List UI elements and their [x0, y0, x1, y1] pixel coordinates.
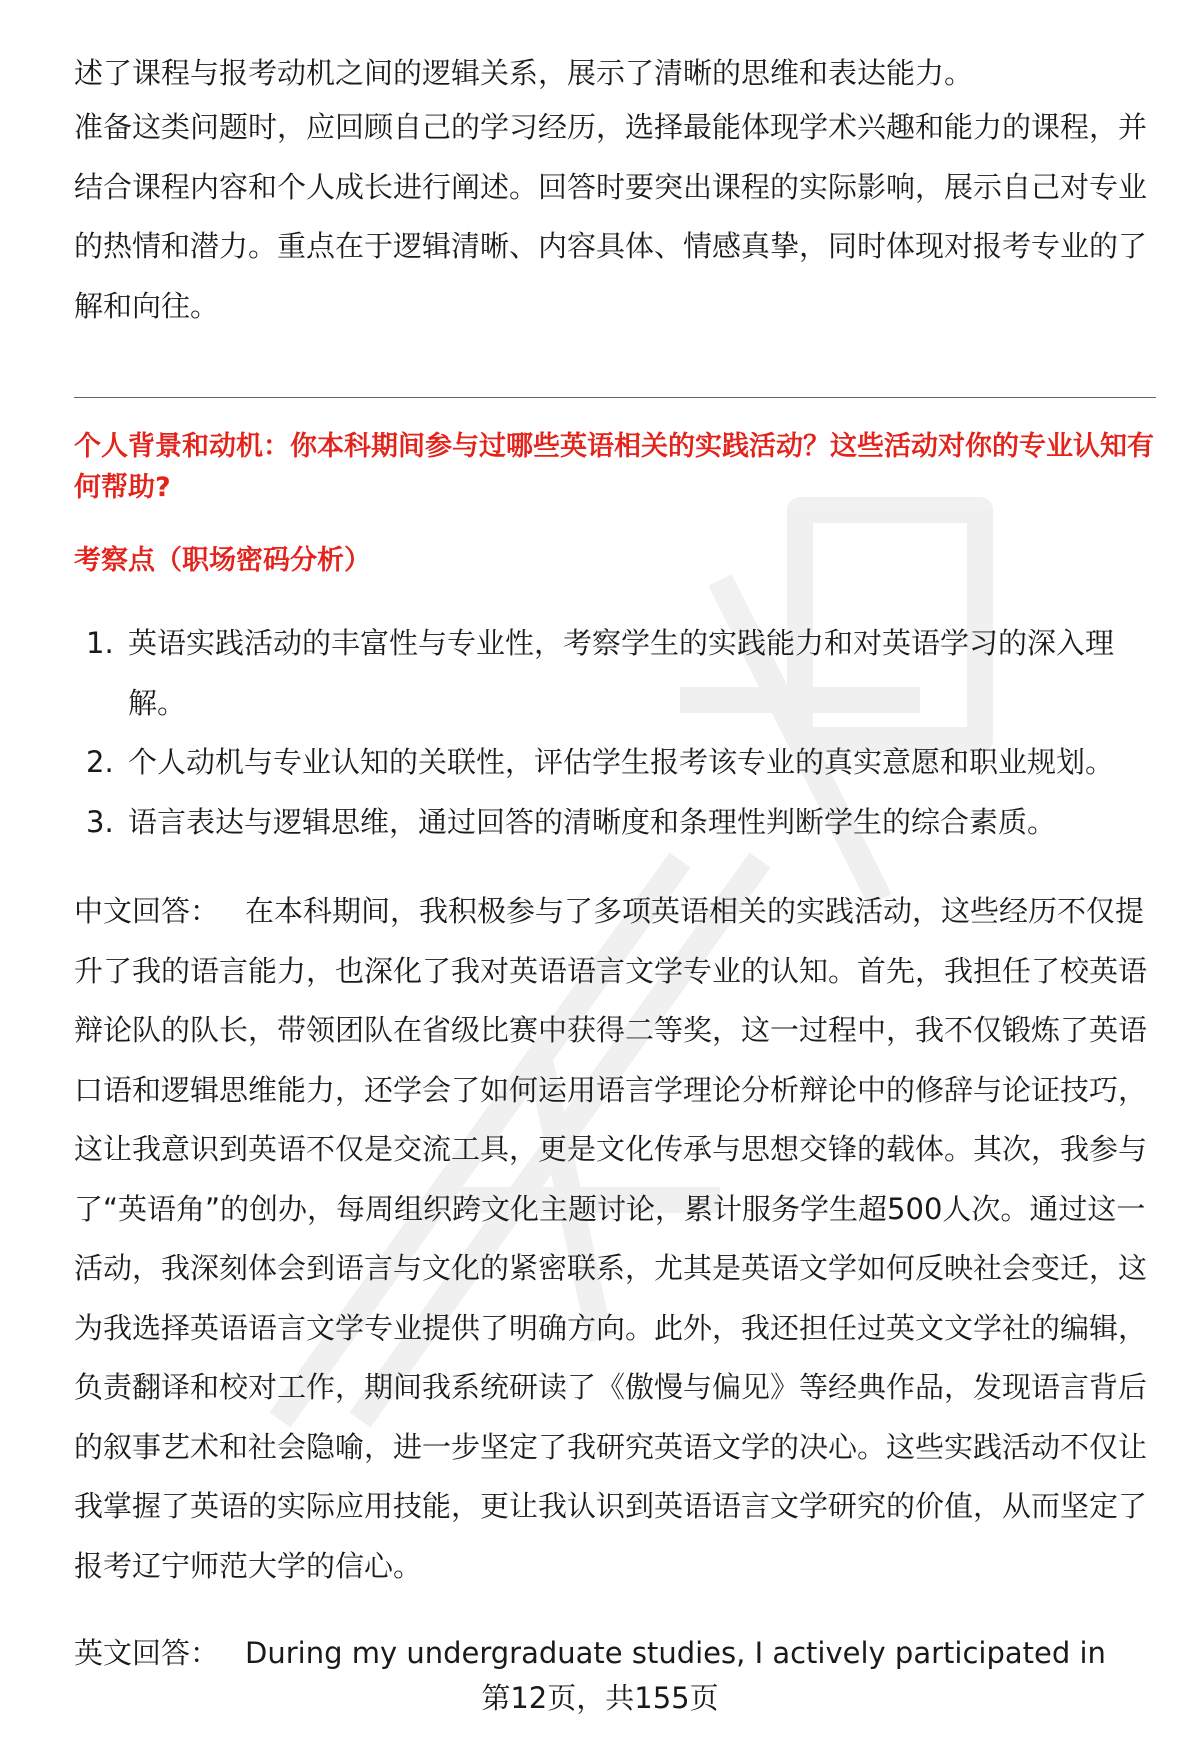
- chinese-answer: [74, 882, 1154, 1596]
- list-item: [74, 614, 1154, 733]
- english-answer-label: 英文回答：: [74, 1636, 220, 1670]
- intro-line: 述了课程与报考动机之间的逻辑关系，展示了清晰的思维和表达能力。: [74, 56, 974, 90]
- list-item-text: 英语实践活动的丰富性与专业性，考察学生的实践能力和对英语学习的深入理解。: [128, 626, 1115, 720]
- intro-paragraph: 准备这类问题时，应回顾自己的学习经历，选择最能体现学术兴趣和能力的课程，并结合课程内容和个人成长进行阐述。回答时要突出课程的实际影响，展示自己对专业的热情和潜力。重点在于逻辑清晰、内容具体、情感真挚，同时体现对报考专业的了解和向往。: [74, 110, 1148, 323]
- list-item-text: 个人动机与专业认知的关联性，评估学生报考该专业的真实意愿和职业规划。: [128, 745, 1115, 779]
- list-item-text: 语言表达与逻辑思维，通过回答的清晰度和条理性判断学生的综合素质。: [128, 804, 1057, 839]
- english-answer: [74, 1624, 1154, 1684]
- list-item: [74, 733, 1154, 793]
- analysis-title: 考察点（职场密码分析）: [74, 545, 371, 576]
- question-heading: 个人背景和动机：你本科期间参与过哪些英语相关的实践活动？这些活动对你的专业认知有何帮助?: [74, 431, 1154, 503]
- chinese-answer-text: 在本科期间，我积极参与了多项英语相关的实践活动，这些经历不仅提升了我的语言能力，也深化了我对英语语言文学专业的认知。首先，我担任了校英语辩论队的队长，带领团队在省级比赛中获得二等奖，这一过程中，我不仅锻炼了英语口语和逻辑思维能力，还学会了如何运用语言学理论分析辩论中的修辞与论证技巧，这让我意识到英语不仅是交流工具，更是文化传承与思想交锋的载体。其次，我参与了“英语角”的创办，每周组织跨文化主题讨论，累计服务学生超500人次。通过这一活动，我深刻体会到语言与文化的紧密联系，尤其是英语文学如何反映社会变迁，这为我选择英语语言文学专业提供了明确方向。此外，我还担任过英文文学社的编辑，负责翻译和校对工作，期间我系统研读了《傲慢与偏见》等经典作品，发现语言背后的叙事艺术和社会隐喻，进一步坚定了我研究英语文学的决心。这些实践活动不仅让我掌握了英语的实际应用技能，更让我认识到英语语言文学研究的价值，从而坚定了报考辽宁师范大学的信心。: [74, 894, 1148, 1583]
- list-item-number: 3.: [86, 804, 114, 839]
- list-item-number: 2.: [86, 745, 114, 779]
- list-item-number: 1.: [86, 626, 114, 660]
- page-number: 第12页，共155页: [481, 1681, 719, 1715]
- chinese-answer-label: 中文回答：: [74, 894, 220, 928]
- english-answer-text: During my undergraduate studies, I actively participated in: [245, 1636, 1106, 1670]
- list-item: [74, 793, 1154, 853]
- analysis-list: [74, 614, 1154, 852]
- section-divider: [74, 397, 1156, 398]
